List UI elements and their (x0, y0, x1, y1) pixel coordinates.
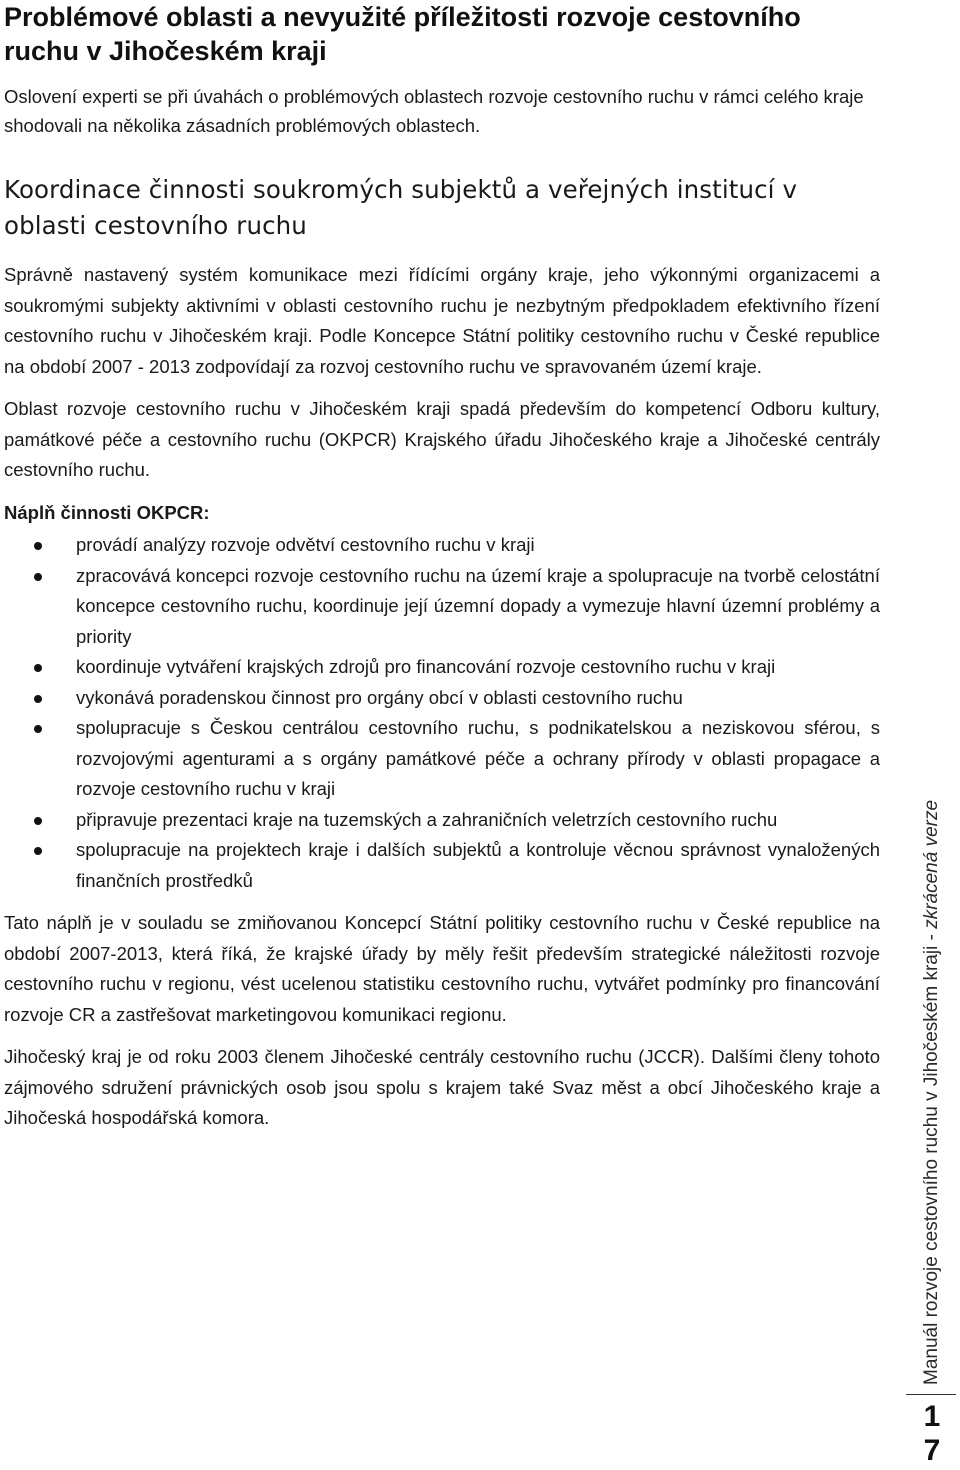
document-page (4, 0, 880, 1134)
page-number-digit: 7 (923, 1434, 941, 1467)
sidebar-title-italic: zkrácená verze (921, 799, 942, 929)
list-item-text: spolupracuje na projektech kraje i dalších subjektů a kontroluje věcnou správnost vynaložených finančních prostředků (76, 839, 880, 891)
bullet-icon (34, 817, 42, 825)
sidebar-running-title (917, 745, 947, 1385)
intro-text: Oslovení experti se při úvahách o problémových oblastech rozvoje cestovního ruchu v rámci celého kraje shodovali na několika zásadních problémových oblastech. (4, 86, 864, 136)
list-item-text: spolupracuje s Českou centrálou cestovního ruchu, s podnikatelskou a neziskovou sférou, s rozvojovými agenturami a s orgány památkové péče a ochrany přírody v oblasti propagace a rozvoje cestovního ruchu v kraji (76, 717, 880, 799)
bullet-icon (34, 695, 42, 703)
list-item-text: vykonává poradenskou činnost pro orgány obcí v oblasti cestovního ruchu (76, 686, 683, 708)
paragraph: Oblast rozvoje cestovního ruchu v Jihočeském kraji spadá především do kompetencí Odboru kultury, památkové péče a cestovního ruchu (OKPCR) Krajského úřadu Jihočeského kraje a Jihočeské centrály cestovního ruchu. (4, 398, 880, 480)
list-item-text: zpracovává koncepci rozvoje cestovního ruchu na území kraje a spolupracuje na tvorbě celostátní koncepce cestovního ruchu, koordinuje její územní dopady a vymezuje hlavní územní problémy a priority (76, 564, 880, 647)
list-item-text: koordinuje vytváření krajských zdrojů pro financování rozvoje cestovního ruchu v kraji (76, 656, 776, 677)
list-item (4, 835, 880, 896)
list-item (4, 561, 880, 653)
bullet-icon (34, 847, 42, 855)
list-item (4, 530, 880, 561)
paragraph: Správně nastavený systém komunikace mezi řídícími orgány kraje, jeho výkonnými organizacemi a soukromými subjekty aktivními v oblasti cestovního ruchu je nezbytným předpokladem efektivního řízení cestovního ruchu v Jihočeském kraji. Podle Koncepce Státní politiky cestovního ruchu v České republice na období 2007 - 2013 zodpovídají za rozvoj cestovního ruchu ve spravovaném území kraje. (4, 264, 880, 377)
list-item (4, 683, 880, 714)
page-title: Problémové oblasti a nevyužité příležitosti rozvoje cestovního ruchu v Jihočeském kraji (4, 2, 801, 66)
paragraph: Jihočeský kraj je od roku 2003 členem Jihočeské centrály cestovního ruchu (JCCR). Dalšími členy tohoto zájmového sdružení právnických osob jsou spolu s krajem také Svaz měst a obcí Jihočeského kraje a Jihočeská hospodářská komora. (4, 1046, 880, 1128)
list-item-text: provádí analýzy rozvoje odvětví cestovního ruchu v kraji (76, 534, 535, 555)
list-item (4, 805, 880, 836)
sidebar-title: Manuál rozvoje cestovního ruchu v Jihočeském kraji - (921, 928, 942, 1385)
bullet-icon (34, 542, 42, 550)
activity-list (4, 530, 880, 896)
page-number-digit: 1 (923, 1400, 941, 1433)
bullet-icon (34, 573, 42, 581)
bullet-icon (34, 664, 42, 672)
list-item-text: připravuje prezentaci kraje na tuzemských a zahraničních veletrzích cestovního ruchu (76, 808, 778, 830)
list-item (4, 652, 880, 683)
list-item (4, 713, 880, 805)
list-heading: Náplň činnosti OKPCR: (4, 501, 210, 523)
bullet-icon (34, 725, 42, 733)
section-heading: Koordinace činnosti soukromých subjektů a veřejných institucí v oblasti cestovního ruchu (4, 175, 798, 240)
sidebar-divider (906, 1394, 956, 1395)
paragraph: Tato náplň je v souladu se zmiňovanou Koncepcí Státní politiky cestovního ruchu v České republice na období 2007-2013, která říká, že krajské úřady by měly řešit především strategické náležitosti rozvoje cestovního ruchu v regionu, vést ucelenou statistiku cestovního ruchu, vytvářet podmínky pro financování rozvoje CR a zastřešovat marketingovou komunikaci regionu. (4, 912, 880, 1025)
